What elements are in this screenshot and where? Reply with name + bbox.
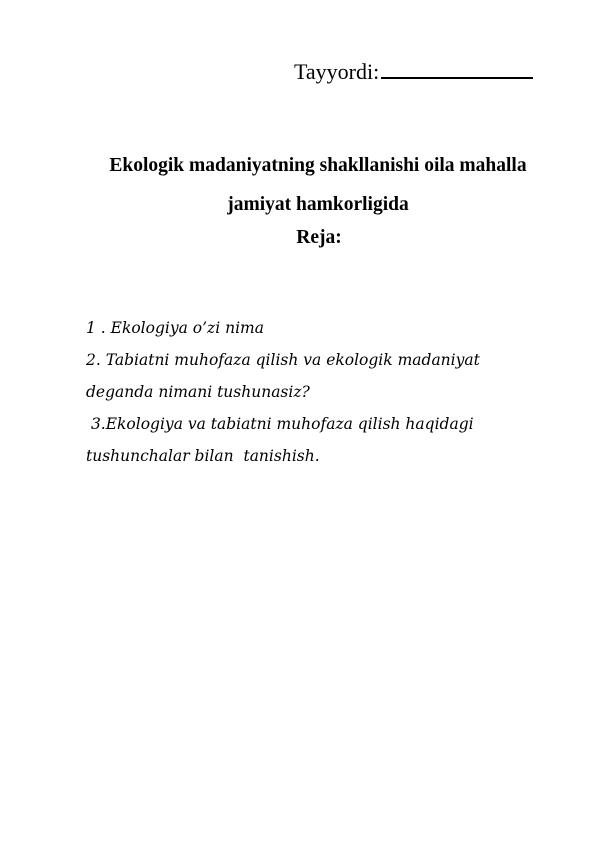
plan-heading: Reja: xyxy=(296,227,342,248)
document-title xyxy=(70,146,566,224)
prepared-by-line xyxy=(294,58,533,86)
plan-item: 1 . Ekologiya o’zi nima xyxy=(86,319,264,337)
prepared-by-blank xyxy=(381,59,533,79)
title-line-1: Ekologik madaniyatning shakllanishi oila mahalla xyxy=(109,155,527,176)
prepared-by-label: Tayyordi: xyxy=(294,59,380,84)
title-line-2: jamiyat hamkorligida xyxy=(227,194,409,215)
plan-list xyxy=(86,312,556,472)
plan-item: tushunchalar bilan tanishish. xyxy=(86,447,320,465)
plan-item: 3.Ekologiya va tabiatni muhofaza qilish haqidagi xyxy=(86,415,474,433)
plan-item: deganda nimani tushunasiz? xyxy=(86,383,310,401)
plan-item: 2. Tabiatni muhofaza qilish va ekologik madaniyat xyxy=(86,351,480,369)
